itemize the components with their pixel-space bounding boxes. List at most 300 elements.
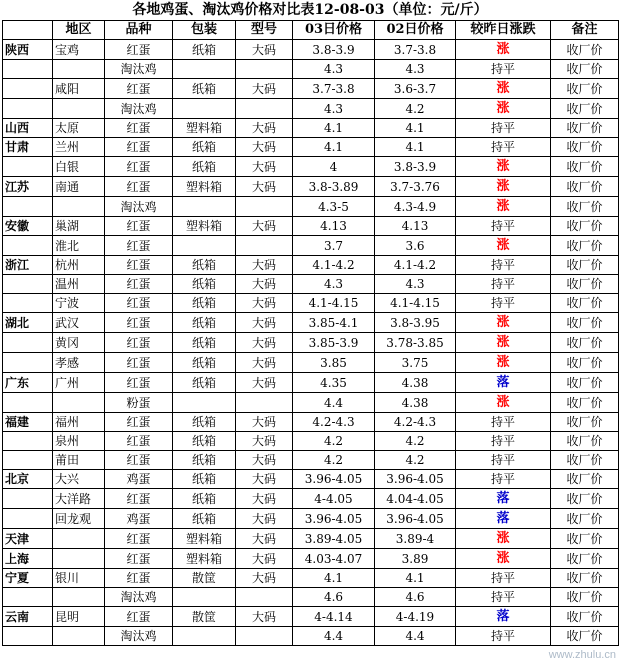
province-cell — [3, 588, 53, 607]
change-indicator: 持平 — [490, 571, 515, 585]
change-cell — [456, 627, 551, 646]
table-row — [3, 217, 619, 236]
note-cell: 收厂价 — [551, 393, 619, 413]
price-03-cell: 4.4 — [293, 627, 375, 646]
table-row — [3, 489, 619, 509]
table-row — [3, 549, 619, 569]
change-cell — [456, 529, 551, 549]
note-cell: 收厂价 — [551, 157, 619, 177]
price-03-cell: 4-4.14 — [293, 607, 375, 627]
city-cell: 泉州 — [53, 432, 105, 451]
change-cell — [456, 569, 551, 588]
table-row — [3, 197, 619, 217]
variety-cell: 红蛋 — [105, 119, 173, 138]
price-table — [2, 20, 619, 646]
packaging-cell: 散筐 — [173, 569, 236, 588]
variety-cell: 红蛋 — [105, 217, 173, 236]
change-indicator: 落 — [496, 375, 510, 390]
size-cell: 大码 — [236, 489, 293, 509]
province-cell — [3, 432, 53, 451]
city-cell: 武汉 — [53, 313, 105, 333]
province-cell — [3, 627, 53, 646]
table-row — [3, 294, 619, 313]
packaging-cell: 塑料箱 — [173, 177, 236, 197]
packaging-cell: 纸箱 — [173, 275, 236, 294]
change-cell — [456, 432, 551, 451]
variety-cell: 红蛋 — [105, 489, 173, 509]
price-03-cell: 4.4 — [293, 393, 375, 413]
city-cell: 孝感 — [53, 353, 105, 373]
packaging-cell: 塑料箱 — [173, 549, 236, 569]
packaging-cell: 纸箱 — [173, 256, 236, 275]
city-cell: 福州 — [53, 413, 105, 432]
packaging-cell: 塑料箱 — [173, 119, 236, 138]
packaging-cell — [173, 60, 236, 79]
price-03-cell: 4.1 — [293, 569, 375, 588]
change-cell — [456, 470, 551, 489]
change-cell — [456, 353, 551, 373]
city-cell — [53, 588, 105, 607]
table-row — [3, 393, 619, 413]
province-cell — [3, 489, 53, 509]
city-cell — [53, 549, 105, 569]
variety-cell: 红蛋 — [105, 529, 173, 549]
price-02-cell: 4.2-4.3 — [375, 413, 456, 432]
table-row — [3, 529, 619, 549]
table-row — [3, 256, 619, 275]
table-row — [3, 413, 619, 432]
size-cell — [236, 627, 293, 646]
packaging-cell: 纸箱 — [173, 353, 236, 373]
note-cell: 收厂价 — [551, 413, 619, 432]
price-02-cell: 3.96-4.05 — [375, 509, 456, 529]
header-cell-packaging: 包装 — [173, 21, 236, 40]
note-cell: 收厂价 — [551, 275, 619, 294]
variety-cell: 淘汰鸡 — [105, 627, 173, 646]
table-row — [3, 40, 619, 60]
change-indicator: 涨 — [496, 335, 510, 350]
note-cell: 收厂价 — [551, 40, 619, 60]
price-03-cell: 3.8-3.9 — [293, 40, 375, 60]
size-cell: 大码 — [236, 509, 293, 529]
variety-cell: 红蛋 — [105, 157, 173, 177]
price-03-cell: 4.3 — [293, 99, 375, 119]
province-cell — [3, 509, 53, 529]
province-cell — [3, 451, 53, 470]
price-02-cell: 4.2 — [375, 451, 456, 470]
change-cell — [456, 294, 551, 313]
table-row — [3, 569, 619, 588]
province-cell — [3, 60, 53, 79]
variety-cell: 红蛋 — [105, 313, 173, 333]
city-cell: 淮北 — [53, 236, 105, 256]
size-cell: 大码 — [236, 79, 293, 99]
size-cell: 大码 — [236, 607, 293, 627]
city-cell: 白银 — [53, 157, 105, 177]
price-03-cell: 4.6 — [293, 588, 375, 607]
note-cell: 收厂价 — [551, 353, 619, 373]
city-cell: 昆明 — [53, 607, 105, 627]
size-cell: 大码 — [236, 256, 293, 275]
change-indicator: 涨 — [496, 551, 510, 566]
packaging-cell: 纸箱 — [173, 432, 236, 451]
city-cell: 黄冈 — [53, 333, 105, 353]
note-cell: 收厂价 — [551, 569, 619, 588]
size-cell: 大码 — [236, 451, 293, 470]
province-cell: 湖北 — [3, 313, 53, 333]
province-cell: 安徽 — [3, 217, 53, 236]
packaging-cell: 纸箱 — [173, 451, 236, 470]
price-03-cell: 4.1-4.2 — [293, 256, 375, 275]
packaging-cell: 纸箱 — [173, 413, 236, 432]
price-02-cell: 4.4 — [375, 627, 456, 646]
packaging-cell: 纸箱 — [173, 79, 236, 99]
price-03-cell: 4.2 — [293, 451, 375, 470]
variety-cell: 淘汰鸡 — [105, 99, 173, 119]
change-indicator: 持平 — [490, 121, 515, 135]
change-indicator: 涨 — [496, 238, 510, 253]
header-cell-size: 型号 — [236, 21, 293, 40]
change-indicator: 持平 — [490, 590, 515, 604]
packaging-cell — [173, 627, 236, 646]
price-03-cell: 4.2 — [293, 432, 375, 451]
table-row — [3, 157, 619, 177]
packaging-cell — [173, 588, 236, 607]
price-02-cell: 4.38 — [375, 393, 456, 413]
packaging-cell: 纸箱 — [173, 509, 236, 529]
note-cell: 收厂价 — [551, 119, 619, 138]
price-02-cell: 3.78-3.85 — [375, 333, 456, 353]
city-cell: 南通 — [53, 177, 105, 197]
price-03-cell: 4.35 — [293, 373, 375, 393]
packaging-cell: 散筐 — [173, 607, 236, 627]
note-cell: 收厂价 — [551, 333, 619, 353]
change-cell — [456, 79, 551, 99]
size-cell: 大码 — [236, 157, 293, 177]
variety-cell: 红蛋 — [105, 275, 173, 294]
watermark: www.zhulu.cn — [548, 649, 616, 661]
note-cell: 收厂价 — [551, 294, 619, 313]
change-cell — [456, 275, 551, 294]
price-02-cell: 4.6 — [375, 588, 456, 607]
change-indicator: 落 — [496, 609, 510, 624]
change-indicator: 持平 — [490, 453, 515, 467]
city-cell: 银川 — [53, 569, 105, 588]
variety-cell: 淘汰鸡 — [105, 60, 173, 79]
city-cell: 宁波 — [53, 294, 105, 313]
price-02-cell: 4.2 — [375, 432, 456, 451]
change-indicator: 持平 — [490, 277, 515, 291]
price-03-cell: 4.3 — [293, 60, 375, 79]
price-03-cell: 4.3-5 — [293, 197, 375, 217]
packaging-cell: 纸箱 — [173, 373, 236, 393]
province-cell — [3, 275, 53, 294]
price-02-cell: 3.75 — [375, 353, 456, 373]
size-cell: 大码 — [236, 529, 293, 549]
packaging-cell: 纸箱 — [173, 313, 236, 333]
province-cell — [3, 333, 53, 353]
variety-cell: 红蛋 — [105, 432, 173, 451]
size-cell: 大码 — [236, 569, 293, 588]
price-03-cell: 3.96-4.05 — [293, 470, 375, 489]
change-cell — [456, 509, 551, 529]
size-cell — [236, 236, 293, 256]
change-indicator: 涨 — [496, 101, 510, 116]
price-02-cell: 3.6-3.7 — [375, 79, 456, 99]
page-title: 各地鸡蛋、淘汰鸡价格对比表12-08-03（单位：元/斤） — [132, 2, 488, 18]
change-cell — [456, 549, 551, 569]
change-indicator: 涨 — [496, 315, 510, 330]
city-cell: 杭州 — [53, 256, 105, 275]
price-03-cell: 4.1 — [293, 119, 375, 138]
note-cell: 收厂价 — [551, 373, 619, 393]
variety-cell: 红蛋 — [105, 138, 173, 157]
change-indicator: 落 — [496, 511, 510, 526]
price-02-cell: 3.8-3.9 — [375, 157, 456, 177]
packaging-cell: 纸箱 — [173, 294, 236, 313]
table-row — [3, 119, 619, 138]
change-indicator: 持平 — [490, 415, 515, 429]
size-cell — [236, 60, 293, 79]
change-cell — [456, 607, 551, 627]
price-03-cell: 3.85-3.9 — [293, 333, 375, 353]
price-02-cell: 3.6 — [375, 236, 456, 256]
city-cell: 回龙观 — [53, 509, 105, 529]
variety-cell: 红蛋 — [105, 549, 173, 569]
note-cell: 收厂价 — [551, 138, 619, 157]
change-cell — [456, 333, 551, 353]
header-cell-price-02: 02日价格 — [375, 21, 456, 40]
table-row — [3, 313, 619, 333]
packaging-cell: 纸箱 — [173, 489, 236, 509]
table-header-row — [3, 21, 619, 40]
city-cell — [53, 529, 105, 549]
change-cell — [456, 256, 551, 275]
size-cell: 大码 — [236, 333, 293, 353]
province-cell — [3, 236, 53, 256]
city-cell: 兰州 — [53, 138, 105, 157]
note-cell: 收厂价 — [551, 489, 619, 509]
table-row — [3, 373, 619, 393]
variety-cell: 粉蛋 — [105, 393, 173, 413]
price-02-cell: 4.3 — [375, 275, 456, 294]
change-indicator: 涨 — [496, 531, 510, 546]
table-row — [3, 60, 619, 79]
price-03-cell: 4-4.05 — [293, 489, 375, 509]
city-cell: 巢湖 — [53, 217, 105, 236]
change-indicator: 涨 — [496, 81, 510, 96]
province-cell: 江苏 — [3, 177, 53, 197]
city-cell: 广州 — [53, 373, 105, 393]
city-cell: 大兴 — [53, 470, 105, 489]
price-03-cell: 4.1 — [293, 138, 375, 157]
variety-cell: 淘汰鸡 — [105, 197, 173, 217]
price-03-cell: 3.7-3.8 — [293, 79, 375, 99]
size-cell: 大码 — [236, 373, 293, 393]
table-row — [3, 353, 619, 373]
province-cell: 上海 — [3, 549, 53, 569]
price-03-cell: 4.03-4.07 — [293, 549, 375, 569]
price-02-cell: 4.1 — [375, 138, 456, 157]
price-02-cell: 4.3-4.9 — [375, 197, 456, 217]
variety-cell: 红蛋 — [105, 236, 173, 256]
size-cell: 大码 — [236, 432, 293, 451]
table-row — [3, 79, 619, 99]
change-cell — [456, 393, 551, 413]
table-row — [3, 451, 619, 470]
city-cell: 莆田 — [53, 451, 105, 470]
size-cell: 大码 — [236, 294, 293, 313]
province-cell: 北京 — [3, 470, 53, 489]
variety-cell: 红蛋 — [105, 413, 173, 432]
table-row — [3, 607, 619, 627]
province-cell: 浙江 — [3, 256, 53, 275]
note-cell: 收厂价 — [551, 60, 619, 79]
size-cell — [236, 197, 293, 217]
note-cell: 收厂价 — [551, 607, 619, 627]
change-indicator: 持平 — [490, 62, 515, 76]
change-cell — [456, 177, 551, 197]
city-cell — [53, 627, 105, 646]
packaging-cell — [173, 99, 236, 119]
province-cell: 山西 — [3, 119, 53, 138]
note-cell: 收厂价 — [551, 509, 619, 529]
price-02-cell: 4.1-4.15 — [375, 294, 456, 313]
price-03-cell: 3.96-4.05 — [293, 509, 375, 529]
city-cell — [53, 99, 105, 119]
city-cell — [53, 60, 105, 79]
change-indicator: 持平 — [490, 472, 515, 486]
change-indicator: 持平 — [490, 258, 515, 272]
packaging-cell: 纸箱 — [173, 333, 236, 353]
province-cell: 宁夏 — [3, 569, 53, 588]
variety-cell: 红蛋 — [105, 256, 173, 275]
variety-cell: 红蛋 — [105, 79, 173, 99]
change-indicator: 涨 — [496, 159, 510, 174]
province-cell — [3, 393, 53, 413]
note-cell: 收厂价 — [551, 197, 619, 217]
note-cell: 收厂价 — [551, 529, 619, 549]
price-02-cell: 3.89-4 — [375, 529, 456, 549]
city-cell — [53, 197, 105, 217]
change-indicator: 持平 — [490, 434, 515, 448]
price-03-cell: 4.13 — [293, 217, 375, 236]
note-cell: 收厂价 — [551, 451, 619, 470]
note-cell: 收厂价 — [551, 432, 619, 451]
header-cell-note: 备注 — [551, 21, 619, 40]
variety-cell: 红蛋 — [105, 353, 173, 373]
price-02-cell: 3.7-3.8 — [375, 40, 456, 60]
change-indicator: 涨 — [496, 199, 510, 214]
size-cell: 大码 — [236, 138, 293, 157]
price-02-cell: 4.38 — [375, 373, 456, 393]
change-cell — [456, 157, 551, 177]
price-03-cell: 4.3 — [293, 275, 375, 294]
note-cell: 收厂价 — [551, 549, 619, 569]
city-cell: 宝鸡 — [53, 40, 105, 60]
variety-cell: 红蛋 — [105, 607, 173, 627]
size-cell: 大码 — [236, 470, 293, 489]
variety-cell: 红蛋 — [105, 294, 173, 313]
province-cell — [3, 294, 53, 313]
note-cell: 收厂价 — [551, 588, 619, 607]
price-03-cell: 3.8-3.89 — [293, 177, 375, 197]
packaging-cell: 塑料箱 — [173, 217, 236, 236]
price-03-cell: 4.1-4.15 — [293, 294, 375, 313]
change-indicator: 持平 — [490, 219, 515, 233]
price-02-cell: 4.13 — [375, 217, 456, 236]
price-02-cell: 4-4.19 — [375, 607, 456, 627]
change-indicator: 持平 — [490, 629, 515, 643]
change-cell — [456, 451, 551, 470]
province-cell: 云南 — [3, 607, 53, 627]
price-03-cell: 4 — [293, 157, 375, 177]
size-cell: 大码 — [236, 275, 293, 294]
price-02-cell: 3.96-4.05 — [375, 470, 456, 489]
city-cell: 大洋路 — [53, 489, 105, 509]
size-cell — [236, 99, 293, 119]
change-cell — [456, 60, 551, 79]
size-cell: 大码 — [236, 177, 293, 197]
variety-cell: 红蛋 — [105, 40, 173, 60]
table-row — [3, 99, 619, 119]
variety-cell: 红蛋 — [105, 569, 173, 588]
price-02-cell: 4.1-4.2 — [375, 256, 456, 275]
size-cell: 大码 — [236, 413, 293, 432]
table-row — [3, 138, 619, 157]
change-indicator: 涨 — [496, 42, 510, 57]
size-cell: 大码 — [236, 40, 293, 60]
note-cell: 收厂价 — [551, 79, 619, 99]
price-02-cell: 4.3 — [375, 60, 456, 79]
note-cell: 收厂价 — [551, 177, 619, 197]
change-cell — [456, 588, 551, 607]
table-row — [3, 627, 619, 646]
price-02-cell: 4.1 — [375, 119, 456, 138]
size-cell: 大码 — [236, 119, 293, 138]
variety-cell: 鸡蛋 — [105, 509, 173, 529]
province-cell — [3, 79, 53, 99]
variety-cell: 红蛋 — [105, 451, 173, 470]
table-row — [3, 470, 619, 489]
city-cell: 太原 — [53, 119, 105, 138]
header-cell-region: 地区 — [53, 21, 105, 40]
province-cell — [3, 157, 53, 177]
province-cell: 广东 — [3, 373, 53, 393]
province-cell: 天津 — [3, 529, 53, 549]
variety-cell: 红蛋 — [105, 373, 173, 393]
header-cell-variety: 品种 — [105, 21, 173, 40]
price-02-cell: 3.8-3.95 — [375, 313, 456, 333]
province-cell — [3, 197, 53, 217]
price-02-cell: 3.89 — [375, 549, 456, 569]
size-cell — [236, 393, 293, 413]
change-cell — [456, 236, 551, 256]
change-indicator: 持平 — [490, 140, 515, 154]
note-cell: 收厂价 — [551, 256, 619, 275]
province-cell: 陕西 — [3, 40, 53, 60]
table-row — [3, 588, 619, 607]
variety-cell: 鸡蛋 — [105, 470, 173, 489]
price-02-cell: 3.7-3.76 — [375, 177, 456, 197]
price-02-cell: 4.1 — [375, 569, 456, 588]
size-cell: 大码 — [236, 549, 293, 569]
change-cell — [456, 373, 551, 393]
variety-cell: 红蛋 — [105, 177, 173, 197]
city-cell: 咸阳 — [53, 79, 105, 99]
price-03-cell: 3.89-4.05 — [293, 529, 375, 549]
change-cell — [456, 119, 551, 138]
